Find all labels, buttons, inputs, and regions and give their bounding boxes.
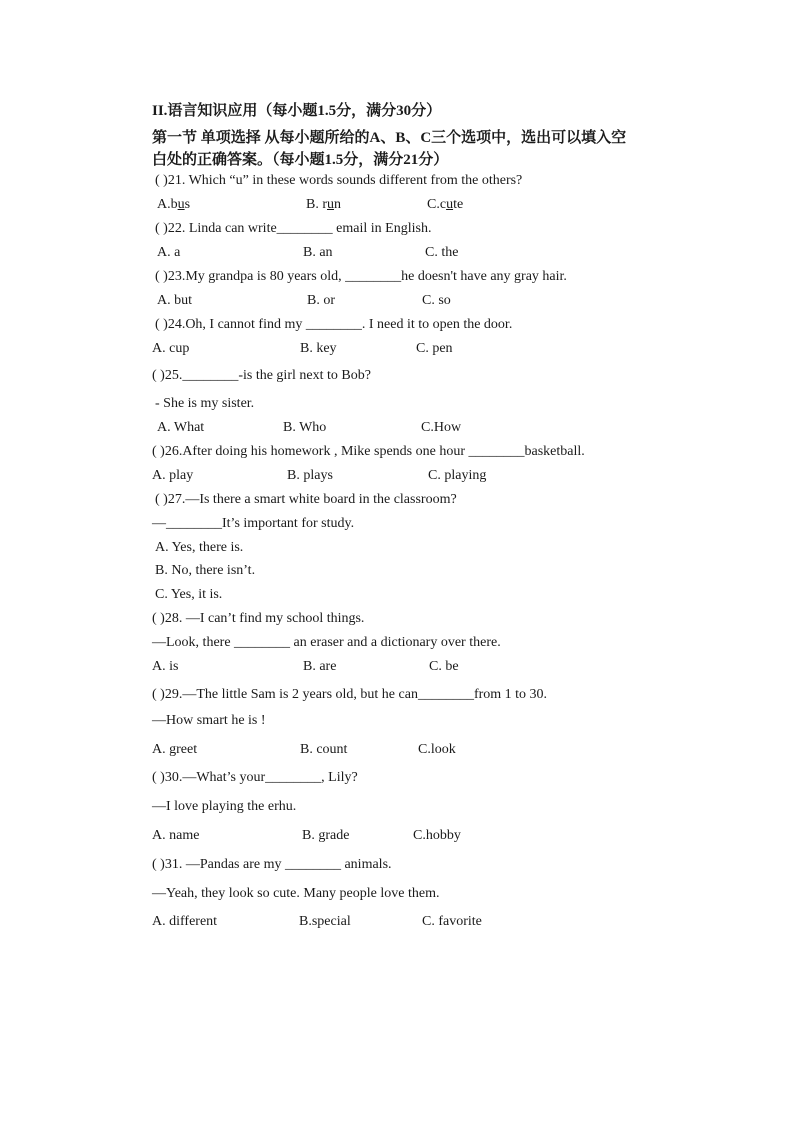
question-28-reply: —Look, there ________ an eraser and a dictionary over there. [152,635,501,650]
option-text: A.b [157,197,178,212]
question-25-option-b: B. Who [283,420,327,435]
question-30-stem: ( )30.—What’s your________, Lily? [152,770,358,785]
option-text: s [184,197,191,212]
underlined-letter: u [327,197,334,212]
question-21-option-c [427,196,463,214]
question-26-stem: ( )26.After doing his homework , Mike spends one hour ________basketball. [152,444,585,459]
question-24-option-b: B. key [300,341,337,356]
question-22-option-a: A. a [157,245,181,260]
question-28-option-c: C. be [429,659,459,674]
question-27-option-c: C. Yes, it is. [155,587,223,602]
option-text: te [453,197,464,212]
question-22-option-c: C. the [425,245,459,260]
question-27-option-b: B. No, there isn’t. [155,563,256,578]
question-24-option-a: A. cup [152,341,190,356]
question-31-stem: ( )31. —Pandas are my ________ animals. [152,857,392,872]
question-21-option-a [157,196,190,214]
question-29-reply: —How smart he is ! [152,713,266,728]
question-24-stem: ( )24.Oh, I cannot find my ________. I need it to open the door. [155,317,513,332]
question-23-option-c: C. so [422,293,451,308]
question-23-stem: ( )23.My grandpa is 80 years old, ________he doesn't have any gray hair. [155,269,567,284]
question-28-option-a: A. is [152,659,179,674]
underlined-letter: u [177,197,185,212]
option-text: n [334,197,341,212]
question-30-option-c: C.hobby [413,828,461,843]
question-29-stem: ( )29.—The little Sam is 2 years old, but he can________from 1 to 30. [152,687,548,702]
question-23-option-a: A. but [157,293,192,308]
question-22-stem: ( )22. Linda can write________ email in English. [155,221,432,236]
option-text: B. r [306,197,327,212]
question-30-option-a: A. name [152,828,200,843]
question-26-option-a: A. play [152,468,194,483]
question-24-option-c: C. pen [416,341,453,356]
question-28-stem: ( )28. —I can’t find my school things. [152,611,365,626]
section-title: II.语言知识应用（每小题1.5分，满分30分） [152,103,442,119]
question-31-option-b: B.special [299,914,351,929]
question-30-option-b: B. grade [302,828,350,843]
question-27-stem: ( )27.—Is there a smart white board in the classroom? [155,492,457,507]
question-21-option-b [306,196,341,214]
question-31-option-a: A. different [152,914,218,929]
question-25-stem: ( )25.________-is the girl next to Bob? [152,368,371,383]
question-25-option-c: C.How [421,420,462,435]
question-30-reply: —I love playing the erhu. [152,799,297,814]
question-29-option-b: B. count [300,742,348,757]
question-26-option-c: C. playing [428,468,487,483]
question-29-option-a: A. greet [152,742,198,757]
part-instructions-line1: 第一节 单项选择 从每小题所给的A、B、C三个选项中，选出可以填入空 [152,130,627,146]
question-21-stem: ( )21. Which “u” in these words sounds different from the others? [155,173,523,188]
question-26-option-b: B. plays [287,468,333,483]
question-23-option-b: B. or [307,293,335,308]
part-instructions-line2: 白处的正确答案。（每小题1.5分，满分21分） [152,152,449,168]
question-27-reply: —________It’s important for study. [152,516,355,531]
question-28-option-b: B. are [303,659,337,674]
question-29-option-c: C.look [418,742,456,757]
option-text: C.c [427,197,447,212]
question-22-option-b: B. an [303,245,333,260]
question-31-option-c: C. favorite [422,914,482,929]
underlined-letter: u [446,197,454,212]
question-31-reply: —Yeah, they look so cute. Many people love them. [152,886,440,901]
question-25-reply: - She is my sister. [155,396,255,411]
question-25-option-a: A. What [157,420,205,435]
question-27-option-a: A. Yes, there is. [155,540,244,555]
